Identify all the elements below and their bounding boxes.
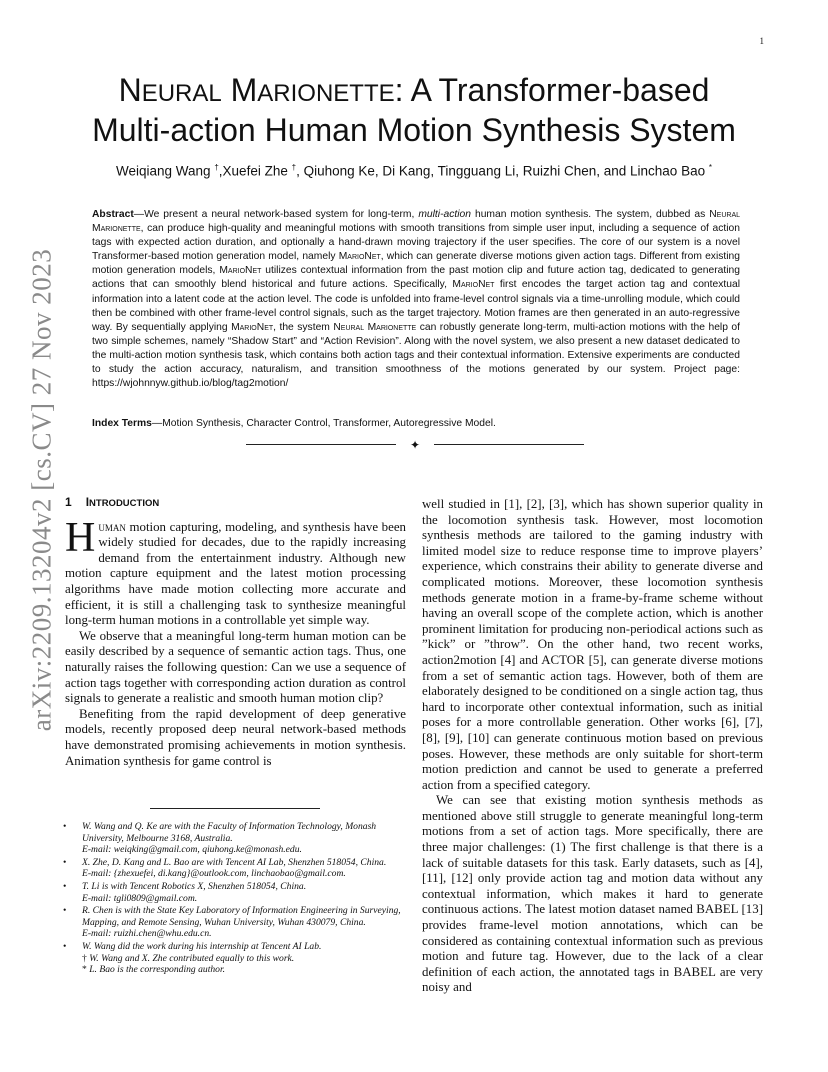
paragraph: well studied in [1], [2], [3], which has shown superior quality in the locomotion synthesis task. However, most locomotion synthesis methods are tailored to the gaming industry with limited model size to reduce response time to improve players’ experience, which constrains their ability to generate diverse and complicated motions. Moreover, these locomotion synthesis methods generate motion in a frame-by-frame scheme without having an overall scope of the complete action, which is another prominent limitation for producing non-periodical actions such as ”kick” or ”throw”. On the other hand, two recent works, action2motion [4] and ACTOR [5], can generate diverse motions from a set of semantic action tags. However, both of them are elaborately designed to be conditioned on a single action tag, thus hard to incorporate other contextual information, such as initial poses for a more controllable generation. Other works [6], [7], [8], [9], [10] can generate continuous motion based on previous poses. However, these methods are only suitable for short-term motion prediction and cannot be used to generate a preferred action from a specified category. [422,497,763,792]
index-terms-label: Index Terms [92,418,152,429]
abstract-text: , which can generate diverse motions given action tags. Different from existing motion generation models, [92,251,740,277]
footnote [60,941,408,976]
page-number: 1 [759,36,764,46]
footnote-email: E-mail: weiqking@gmail.com, qiuhong.ke@monash.edu. [82,844,302,856]
footnote-email: E-mail: ruizhi.chen@whu.edu.cn. [82,928,212,940]
drop-cap: H [65,514,96,561]
footnote-text: R. Chen is with the State Key Laboratory of Information Engineering in Surveying, Mapping, and Remote Sensing, Wuhan University, Wuhan 430079, China. [82,905,401,928]
abstract-text: human motion synthesis. The system, dubbed as [471,209,710,220]
section-title-cap: I [85,495,90,509]
title-line2: Multi-action Human Motion Synthesis System [92,112,736,148]
model-name: MarioNet [452,279,495,291]
abstract-label: Abstract [92,209,134,220]
abstract [92,208,740,391]
footnotes [60,821,408,977]
footnote [60,857,408,880]
author-1: Weiqiang Wang [116,163,211,179]
footnote-text: W. Wang and X. Zhe contributed equally to this work. [86,952,295,964]
abstract-text: utilizes contextual information from the past motion clip and future action tag, dedicated to generating actions that can smoothly blend historical and future actions. Specifically, [92,265,740,291]
footnote [60,905,408,940]
section-title-rest: NTRODUCTION [89,498,160,509]
abstract-text: , can produce high-quality and meaningful motions with smooth transitions from simple user input, including a sequence of action tags with expected action duration, and optionally a hand-drawn moving trajectory if the user specifies. The core of our system is a novel Transformer-based motion generation model, namely [92,223,740,263]
index-terms-text: —Motion Synthesis, Character Control, Transformer, Autoregressive Model. [151,418,496,429]
arxiv-identifier [22,248,62,732]
corresponding-mark: * [82,964,87,976]
title-sc-2: ARIONETTE [257,80,395,107]
footnote-email: E-mail: tgli0809@gmail.com. [82,892,198,904]
bullet-icon: • [63,940,67,952]
system-name: Neural Marionette [333,321,417,333]
corresponding-mark: * [708,163,712,172]
section-heading [65,495,406,512]
paragraph [65,514,406,629]
abstract-emphasis: multi-action [418,209,471,220]
section-number: 1 [65,495,72,509]
paper-title [80,72,748,149]
left-column [65,495,406,769]
equal-contrib-mark: † [82,952,87,964]
footnote-text: W. Wang did the work during his internship at Tencent AI Lab. [82,940,322,952]
footnote-text: W. Wang and Q. Ke are with the Faculty of Information Technology, Monash University, Melbourne 3168, Australia. [82,821,377,844]
bullet-icon: • [63,821,67,832]
drop-cap-continuation: uman [98,519,126,534]
model-name: MarioNet [338,251,381,263]
footnote-text: L. Bao is the corresponding author. [86,964,226,976]
divider-line-left [246,444,396,445]
section-divider [246,436,584,452]
bullet-icon: • [63,905,67,917]
index-terms [92,418,740,429]
author-list [70,163,758,179]
footnote-email: E-mail: {zhexuefei, di.kang}@outlook.com, linchaobao@gmail.com. [82,868,346,880]
footnote-text: T. Li is with Tencent Robotics X, Shenzhen 518054, China. [82,880,307,892]
bullet-icon: • [63,856,67,868]
model-name: MarioNet [231,321,274,333]
footnote [60,881,408,904]
footnote-text: X. Zhe, D. Kang and L. Bao are with Tencent AI Lab, Shenzhen 518054, China. [82,856,387,868]
paragraph: We observe that a meaningful long-term human motion can be easily described by a sequence of semantic action tags. Thus, one naturally raises the following question: Can we use a sequence of action tags together with corresponding action duration as control signals to generate a realistic and smooth human motion clip? [65,628,406,706]
paragraph: Benefiting from the rapid development of deep generative models, recently proposed deep neural network-based methods have demonstrated promising achievements in motion synthesis. Animation synthesis for game control is [65,706,406,768]
author-rest: , Qiuhong Ke, Di Kang, Tingguang Li, Ruizhi Chen, and Linchao Bao [296,163,706,179]
divider-line-right [434,444,584,445]
paragraph: We can see that existing motion synthesis methods as mentioned above still struggle to generate meaningful long-term motions from a set of action tags. More specifically, there are three major challenges: (1) The first challenge is that there is a lack of suitable datasets for this task. Early datasets, such as [4], [11], [12] only provide action tag and motion data without any contextual information, which makes it hard to generate continuous actions. The latest motion dataset named BABEL [13] provides frame-level motion annotations, which can be considered as containing contextual information such as previous motion and future tag. However, due to the lack of a clear definition of each action, the annotated tags in BABEL are very noisy and [422,793,763,995]
equal-contrib-mark-2: † [291,163,297,172]
arxiv-id-text: arXiv:2209.13204v2 [cs.CV] 27 Nov 2023 [26,248,57,732]
abstract-text: —We present a neural network-based system for long-term, [133,209,419,220]
abstract-text: , the system [273,321,334,333]
model-name: MarioNet [219,265,262,277]
paragraph-text: motion capturing, modeling, and synthesis have been widely studied for decades, due to the rapidly increasing demand from the entertainment industry. Although new motion capture equipment and the latest motion processing algorithms have made motion collecting more accurate and efficient, it is still a challenging task to synthesize meaningful long-term human motions in a controllable yet simple way. [65,519,406,628]
title-sc-1: EURAL [141,80,222,107]
title-cap-2: M [230,72,258,108]
footnote-rule [150,808,320,809]
title-line1-rest: : A Transformer-based [394,72,710,108]
equal-contrib-mark-1: † [214,163,219,172]
footnote [60,821,408,856]
abstract-text: can robustly generate long-term, multi-action motions with the help of two simple schemes, namely “Shadow Start” and “Action Revision”. Along with the novel system, we also present a new dataset dedicated to the multi-action motion synthesis task, which contains both action tags and their contextual information. Extensive experiments are conducted to study the action accuracy, naturalism, and transition smoothness of the motions generated by our system. Project page: https://wjohnnyw.github.io/blog/tag2motion/ [92,321,740,390]
diamond-icon: ✦ [409,438,421,452]
abstract-text: first encodes the target action tag and contextual information into a latent code at the action level. The code is unfolded into frame-level control signals via a time-unrolling module, which could then be combined with other frame-level control signals, such as the target trajectory. Motion frames are then generated in an auto-regressive way. By sequentially applying [92,279,740,333]
bullet-icon: • [63,880,67,892]
right-column [422,497,763,996]
author-2: ,Xuefei Zhe [218,163,288,179]
system-name: Neural Marionette [92,209,741,235]
title-cap-1: N [118,72,142,108]
